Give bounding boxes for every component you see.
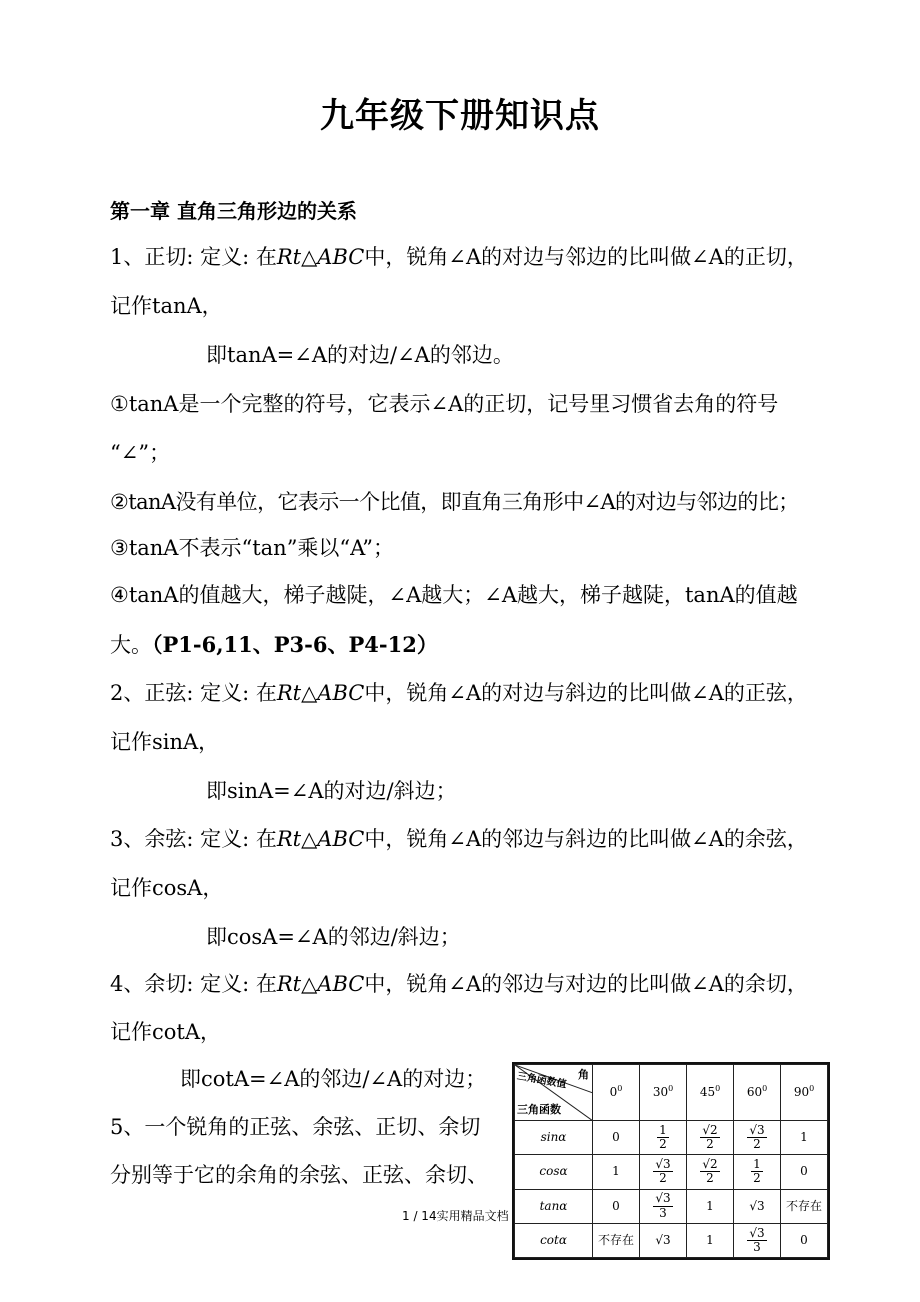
table-cell: 1 <box>687 1223 734 1257</box>
angle-header: $30^0$ <box>640 1065 687 1121</box>
row-label: sinα <box>515 1121 593 1155</box>
table-header-row <box>515 1065 828 1121</box>
angle-header: $45^0$ <box>687 1065 734 1121</box>
math-abc: ABC <box>317 681 365 705</box>
math-abc: ABC <box>317 827 365 851</box>
table-cell: $\frac{√2}{2}$ <box>687 1155 734 1189</box>
math-abc: ABC <box>317 972 365 996</box>
table-cell: 1 <box>593 1155 640 1189</box>
math-rt: Rt <box>276 972 302 996</box>
cot-note: 记作cotA， <box>110 1020 222 1044</box>
cos-formula: 即cosA=∠A的邻边/斜边； <box>206 925 461 949</box>
table-cell: √3 <box>734 1189 781 1223</box>
table-cell: 不存在 <box>781 1189 828 1223</box>
text: 中，锐角∠A的对边与斜边的比叫做∠A的正弦， <box>364 681 808 705</box>
text: 1、正切: 定义: 在 <box>110 245 277 269</box>
table-row <box>515 1155 828 1189</box>
chapter-heading: 第一章 直角三角形边的关系 <box>110 199 357 223</box>
corner-angle-label: 角 <box>578 1068 589 1081</box>
cot-formula: 即cotA=∠A的邻边/∠A的对边； <box>180 1067 487 1091</box>
table-cell: $\frac{1}{2}$ <box>734 1155 781 1189</box>
triangle-symbol: △ <box>301 827 318 851</box>
cot-definition <box>110 969 808 999</box>
table-cell: 1 <box>781 1121 828 1155</box>
math-rt: Rt <box>276 681 302 705</box>
tan-point-3: ③tanA不表示“tan”乘以“A”； <box>110 536 394 560</box>
sin-formula: 即sinA=∠A的对边/斜边； <box>206 779 457 803</box>
text: 2、正弦: 定义: 在 <box>110 681 277 705</box>
table-corner-cell <box>515 1065 593 1121</box>
table-row <box>515 1223 828 1257</box>
text: 中，锐角∠A的邻边与斜边的比叫做∠A的余弦， <box>364 827 808 851</box>
angle-header: $0^0$ <box>593 1065 640 1121</box>
text: 3、余弦: 定义: 在 <box>110 827 277 851</box>
tan-note: 记作tanA， <box>110 294 223 318</box>
tan-point-1-cont: “∠”； <box>110 441 171 465</box>
math-rt: Rt <box>276 827 302 851</box>
tan-formula: 即tanA=∠A的对边/∠A的邻边。 <box>206 343 514 367</box>
table-cell: 0 <box>593 1121 640 1155</box>
row-label: cosα <box>515 1155 593 1189</box>
tan-definition <box>110 242 808 272</box>
row-label: tanα <box>515 1189 593 1223</box>
page-reference: （P1-6,11、P3-6、P4-12） <box>152 632 438 657</box>
corner-function-label: 三角函数 <box>517 1102 561 1116</box>
table-row <box>515 1189 828 1223</box>
text: 中，锐角∠A的邻边与对边的比叫做∠A的余切， <box>364 972 808 996</box>
corner-value-label: 三角函数值 <box>516 1071 568 1091</box>
table-cell: $\frac{√3}{2}$ <box>640 1155 687 1189</box>
math-rt: Rt <box>276 245 302 269</box>
text: 大。 <box>110 633 152 657</box>
triangle-symbol: △ <box>301 681 318 705</box>
table-cell: 不存在 <box>593 1223 640 1257</box>
table-cell: $\frac{√3}{3}$ <box>734 1223 781 1257</box>
triangle-symbol: △ <box>301 972 318 996</box>
table-cell: $\frac{√2}{2}$ <box>687 1121 734 1155</box>
angle-header: $60^0$ <box>734 1065 781 1121</box>
angle-header: $90^0$ <box>781 1065 828 1121</box>
table-cell: 0 <box>781 1155 828 1189</box>
trig-values-table <box>512 1062 830 1260</box>
point-5-cont: 分别等于它的余角的余弦、正弦、余切、 <box>110 1163 488 1187</box>
page-footer: 1 / 14实用精品文档 <box>402 1209 509 1223</box>
tan-point-2: ②tanA没有单位，它表示一个比值，即直角三角形中∠A的对边与邻边的比； <box>110 490 799 514</box>
table-cell: 0 <box>781 1223 828 1257</box>
text: 4、余切: 定义: 在 <box>110 972 277 996</box>
math-abc: ABC <box>317 245 365 269</box>
row-label: cotα <box>515 1223 593 1257</box>
table-cell: √3 <box>640 1223 687 1257</box>
table-cell: 0 <box>593 1189 640 1223</box>
triangle-symbol: △ <box>301 245 318 269</box>
table-cell: $\frac{√3}{2}$ <box>734 1121 781 1155</box>
tan-point-4-cont <box>110 630 438 660</box>
cos-definition <box>110 824 808 854</box>
cos-note: 记作cosA， <box>110 876 224 900</box>
sin-definition <box>110 678 808 708</box>
table-row <box>515 1121 828 1155</box>
table-cell: $\frac{1}{2}$ <box>640 1121 687 1155</box>
tan-point-4: ④tanA的值越大，梯子越陡，∠A越大；∠A越大，梯子越陡，tanA的值越 <box>110 583 798 607</box>
page-title: 九年级下册知识点 <box>320 96 600 136</box>
table-cell: 1 <box>687 1189 734 1223</box>
point-5: 5、一个锐角的正弦、余弦、正切、余切 <box>110 1115 481 1139</box>
tan-point-1: ①tanA是一个完整的符号，它表示∠A的正切，记号里习惯省去角的符号 <box>110 392 779 416</box>
table-cell: $\frac{√3}{3}$ <box>640 1189 687 1223</box>
sin-note: 记作sinA， <box>110 730 220 754</box>
text: 中，锐角∠A的对边与邻边的比叫做∠A的正切， <box>364 245 808 269</box>
